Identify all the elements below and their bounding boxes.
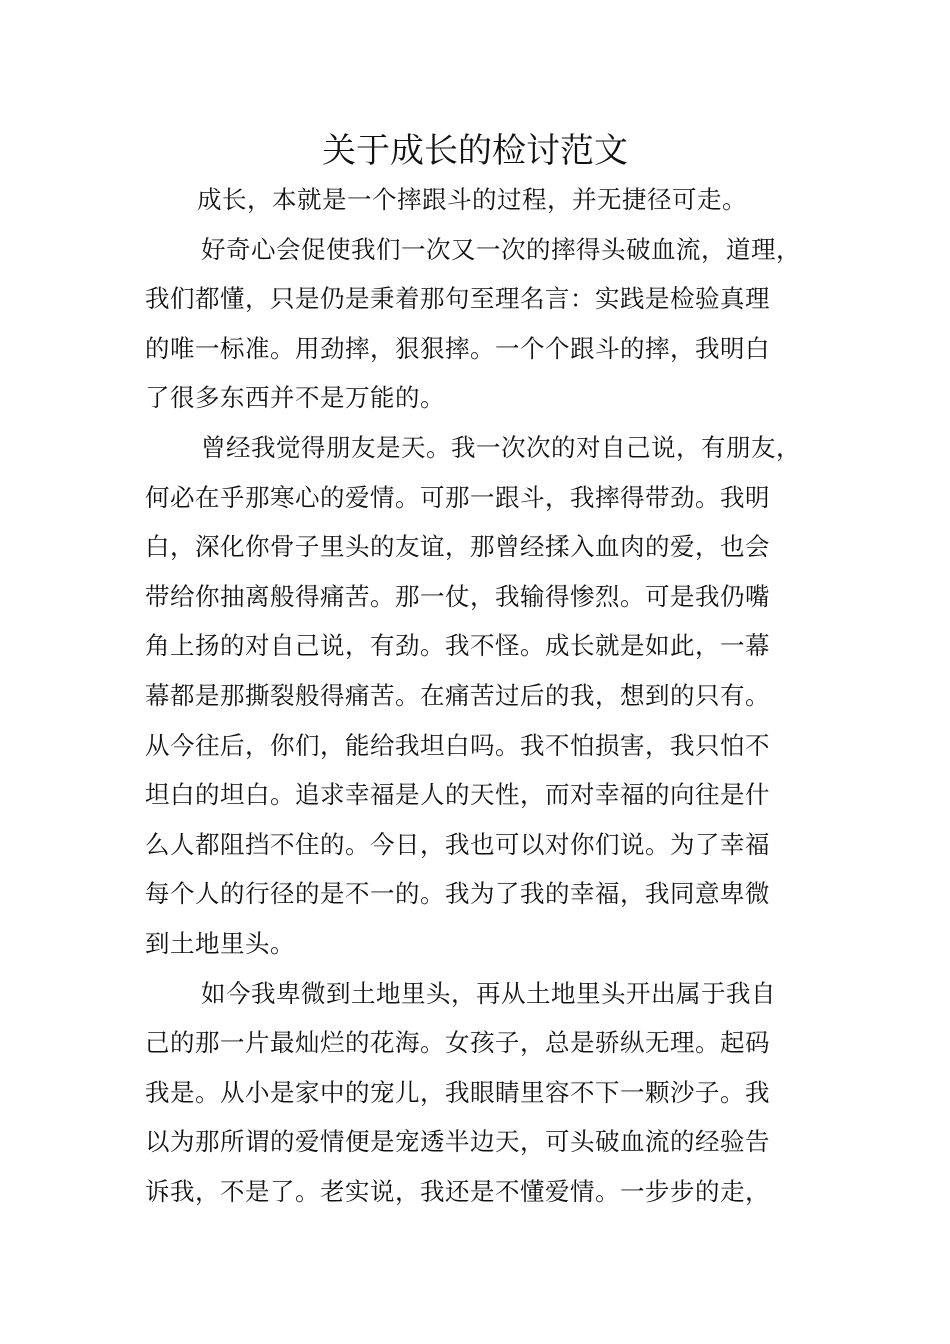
paragraph-3-line-8: 坦白的坦白。追求幸福是人的天性，而对幸福的向往是什 [145, 780, 770, 810]
paragraph-2-line-1: 好奇心会促使我们一次又一次的摔得头破血流，道理， [201, 234, 801, 264]
paragraph-3-line-4: 带给你抽离般得痛苦。那一仗，我输得惨烈。可是我仍嘴 [145, 581, 770, 611]
paragraph-1-line-1: 成长，本就是一个摔跟斗的过程，并无捷径可走。 [197, 185, 747, 214]
document-title: 关于成长的检讨范文 [322, 131, 628, 171]
paragraph-4-line-2: 己的那一片最灿烂的花海。女孩子，总是骄纵无理。起码 [145, 1028, 770, 1058]
paragraph-2-line-2: 我们都懂，只是仍是秉着那句至理名言：实践是检验真理 [145, 284, 770, 314]
paragraph-3-line-6: 幕都是那撕裂般得痛苦。在痛苦过后的我，想到的只有。 [145, 680, 770, 710]
paragraph-4-line-1: 如今我卑微到土地里头，再从土地里头开出属于我自 [201, 978, 776, 1008]
paragraph-3-line-2: 何必在乎那寒心的爱情。可那一跟斗，我摔得带劲。我明 [145, 482, 770, 512]
paragraph-3-line-11: 到土地里头。 [145, 928, 295, 958]
paragraph-2-line-3: 的唯一标准。用劲摔，狠狠摔。一个个跟斗的摔，我明白 [145, 333, 770, 363]
document-body [145, 175, 845, 1216]
paragraph-3-line-3: 白，深化你骨子里头的友谊，那曾经揉入血肉的爱，也会 [145, 532, 770, 562]
paragraph-4-line-5: 诉我，不是了。老实说，我还是不懂爱情。一步步的走， [145, 1176, 770, 1206]
paragraph-4-line-3: 我是。从小是家中的宠儿，我眼睛里容不下一颗沙子。我 [145, 1077, 770, 1107]
paragraph-3-line-7: 从今往后，你们，能给我坦白吗。我不怕损害，我只怕不 [145, 730, 770, 760]
paragraph-4-line-4: 以为那所谓的爱情便是宠透半边天，可头破血流的经验告 [145, 1127, 770, 1157]
paragraph-3-line-9: 么人都阻挡不住的。今日，我也可以对你们说。为了幸福 [145, 829, 770, 859]
paragraph-3-line-1: 曾经我觉得朋友是天。我一次次的对自己说，有朋友， [201, 432, 801, 462]
paragraph-3-line-5: 角上扬的对自己说，有劲。我不怪。成长就是如此，一幕 [145, 631, 770, 661]
paragraph-3-line-10: 每个人的行径的是不一的。我为了我的幸福，我同意卑微 [145, 879, 770, 909]
paragraph-2-line-4: 了很多东西并不是万能的。 [145, 383, 445, 413]
